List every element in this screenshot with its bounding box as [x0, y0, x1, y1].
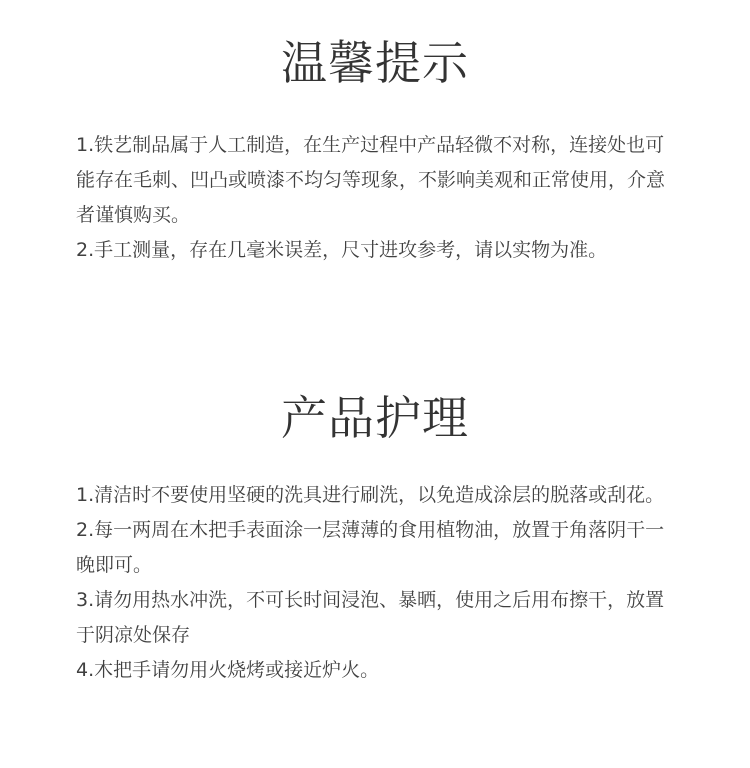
product-care-title: 产品护理	[281, 391, 469, 445]
care-item: 4.木把手请勿用火烧烤或接近炉火。	[76, 659, 380, 681]
warm-tip-item: 2.手工测量，存在几毫米误差，尺寸进攻参考，请以实物为准。	[76, 239, 608, 261]
product-care-section	[0, 385, 750, 681]
warm-tips-section	[0, 30, 750, 261]
product-care-list	[76, 478, 676, 688]
warm-tips-list	[76, 128, 676, 268]
warm-tip-item: 1.铁艺制品属于人工制造，在生产过程中产品轻微不对称，连接处也可能存在毛刺、凹凸或喷漆不均匀等现象，不影响美观和正常使用，介意者谨慎购买。	[76, 134, 666, 226]
care-item: 1.清洁时不要使用坚硬的洗具进行刷洗，以免造成涂层的脱落或刮花。	[76, 484, 665, 506]
care-item: 3.请勿用热水冲洗，不可长时间浸泡、暴晒，使用之后用布擦干，放置于阴凉处保存	[76, 589, 665, 646]
care-item: 2.每一两周在木把手表面涂一层薄薄的食用植物油，放置于角落阴干一晚即可。	[76, 519, 665, 576]
warm-tips-title: 温馨提示	[281, 36, 469, 90]
